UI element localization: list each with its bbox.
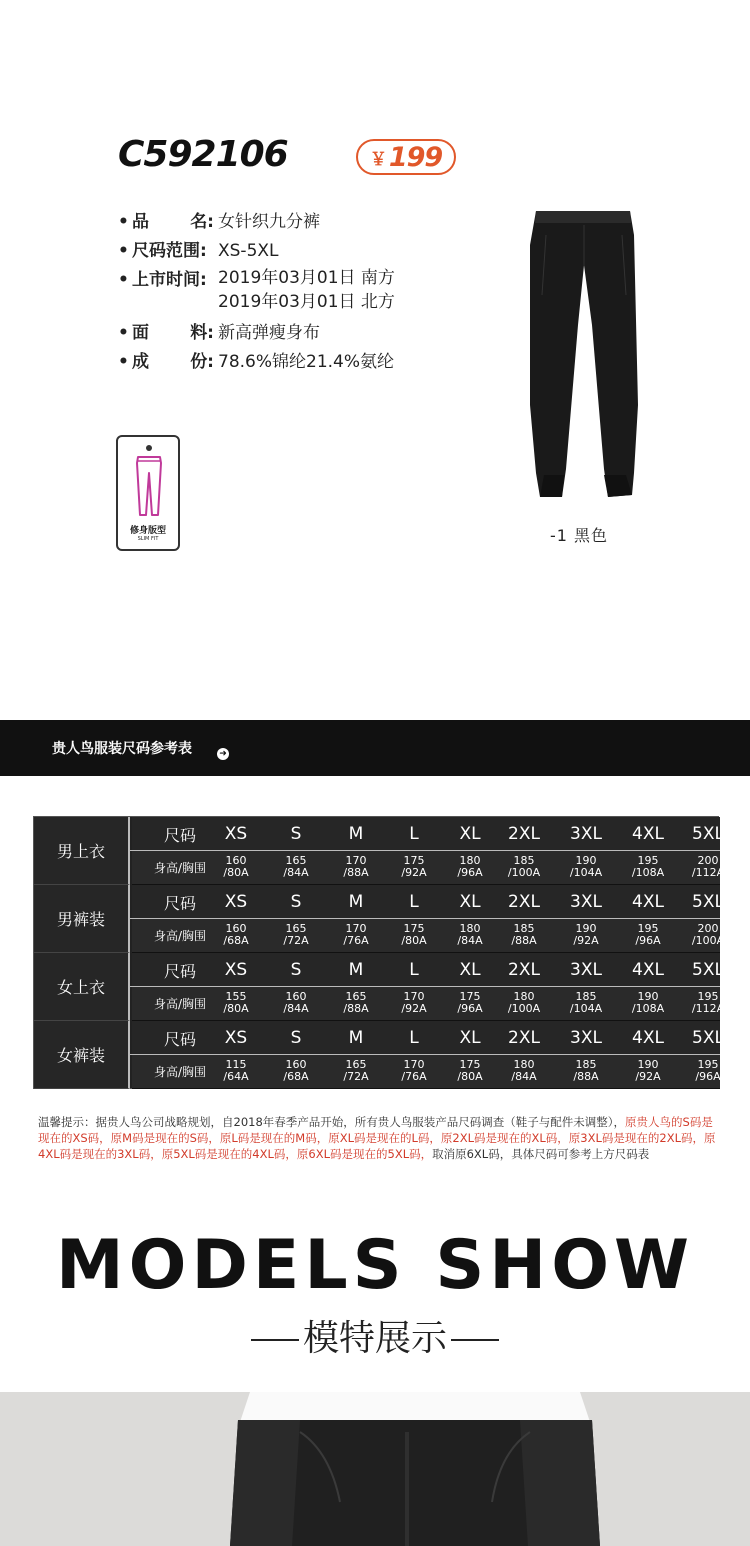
height-value: 195 [637,922,659,935]
height-value: 115 [225,1058,247,1071]
size-cell: S [290,892,302,912]
arrow-right-icon: ➜ [217,748,229,760]
measure-cell [440,855,500,879]
chest-value: /72A [283,934,309,947]
measure-cell [326,991,386,1015]
chest-value: /64A [223,1070,249,1083]
size-cell: 3XL [570,824,602,844]
spec-value-size-range: XS-5XL [218,241,279,261]
measure-row-label: 身高/胸围 [153,861,207,875]
size-cell: 5XL [692,892,724,912]
size-cell: XS [224,960,248,980]
size-cell: 2XL [508,1028,540,1048]
measure-cell [326,1059,386,1083]
chest-value: /80A [223,1002,249,1015]
spec-value-fabric: 新高弹瘦身布 [218,323,320,343]
chest-value: /100A [691,934,725,947]
chest-value: /92A [401,1002,427,1015]
chest-value: /84A [283,1002,309,1015]
measure-row-label: 身高/胸围 [153,997,207,1011]
measure-cell [326,855,386,879]
chest-value: /72A [343,1070,369,1083]
size-group-name: 男上衣 [34,817,130,885]
spec-label-fabric: 面 料: [132,323,214,343]
chest-value: /84A [283,866,309,879]
size-cell: S [290,1028,302,1048]
size-cell: M [348,960,364,980]
measure-row-label: 身高/胸围 [153,1065,207,1079]
height-value: 170 [345,854,367,867]
size-cell: S [290,960,302,980]
size-cell: L [409,960,419,980]
chest-value: /96A [457,866,483,879]
measure-cell [494,991,554,1015]
measure-cell [440,923,500,947]
height-value: 165 [345,1058,367,1071]
size-cell: 3XL [570,960,602,980]
measure-cell [494,1059,554,1083]
chest-value: /68A [283,1070,309,1083]
spec-row-release-date: • 上市时间: 2019年03月01日 南方 2019年03月01日 北方 [118,268,395,312]
measure-cell [266,855,326,879]
leggings-icon [132,455,166,519]
size-cell: M [348,824,364,844]
measure-cell [678,1059,738,1083]
height-value: 190 [637,1058,659,1071]
measure-row [132,987,725,1021]
chest-value: /96A [635,934,661,947]
chest-value: /108A [631,1002,665,1015]
dash-right [451,1339,499,1341]
size-cell: XS [224,824,248,844]
height-value: 165 [285,854,307,867]
size-group-name: 女上衣 [34,953,130,1021]
fit-label-cn: 修身版型 [129,526,166,536]
height-value: 160 [225,854,247,867]
currency-symbol: ￥ [369,149,387,170]
chest-value: /88A [343,1002,369,1015]
chest-value: /100A [507,1002,541,1015]
notice-red-text: 原贵人鸟的S码是现在的XS码，原M码是现在的S码，原L码是现在的M码，原XL码是现在的L码，原2XL码是现在的XL码，原3XL码是现在的2XL码，原4XL码是现在的3XL码，原5XL码是现在的4XL码，原6XL码是现在的5XL码， [38,1115,716,1161]
size-cell: XL [459,960,481,980]
measure-cell [440,991,500,1015]
measure-cell [618,855,678,879]
height-value: 180 [513,1058,535,1071]
size-cell: 5XL [692,960,724,980]
chest-value: /84A [511,1070,537,1083]
price-value: 199 [388,141,443,173]
measure-row [132,1055,720,1089]
chest-value: /112A [691,866,725,879]
measure-cell [266,1059,326,1083]
height-value: 200 [697,922,719,935]
measure-cell [266,923,326,947]
models-show-subtitle: 模特展示 [0,1310,750,1361]
size-cell: S [290,824,302,844]
size-cell: 5XL [692,1028,724,1048]
size-notice [38,1114,718,1162]
size-row-label: 尺码 [163,961,196,981]
height-value: 175 [459,990,481,1003]
measure-cell [384,991,444,1015]
chest-value: /84A [457,934,483,947]
measure-row [132,919,725,953]
product-info-section [0,0,750,720]
height-value: 155 [225,990,247,1003]
row-divider [130,1054,720,1055]
height-value: 175 [459,1058,481,1071]
chest-value: /88A [511,934,537,947]
height-value: 190 [575,922,597,935]
height-value: 170 [403,990,425,1003]
spec-row-fabric: • 面 料: 新高弹瘦身布 [118,319,395,348]
chest-value: /80A [457,1070,483,1083]
chest-value: /96A [457,1002,483,1015]
measure-cell [678,923,738,947]
height-value: 200 [697,854,719,867]
size-cell: XS [224,1028,248,1048]
height-value: 195 [697,1058,719,1071]
size-cell: M [348,892,364,912]
size-cell: XS [224,892,248,912]
spec-row-name: • 品 名: 女针织九分裤 [118,208,395,237]
measure-cell [556,1059,616,1083]
size-cell: 3XL [570,892,602,912]
measure-cell [678,991,738,1015]
spec-value-composition: 78.6%锦纶21.4%氨纶 [218,352,395,372]
price-badge [356,139,456,175]
measure-cell [556,855,616,879]
chest-value: /88A [343,866,369,879]
height-value: 180 [513,990,535,1003]
dash-left [251,1339,299,1341]
spec-row-composition: • 成 份: 78.6%锦纶21.4%氨纶 [118,348,395,377]
product-code: C592106 [118,134,288,175]
size-table [33,816,725,1089]
size-cell: 5XL [692,824,724,844]
measure-cell [384,923,444,947]
height-value: 160 [225,922,247,935]
row-divider [130,850,720,851]
size-group-name: 男裤装 [34,885,130,953]
chest-value: /68A [223,934,249,947]
spec-label-size-range: 尺码范围: [132,241,207,261]
measure-cell [384,855,444,879]
height-value: 175 [403,922,425,935]
chest-value: /80A [223,866,249,879]
size-row-label: 尺码 [163,825,196,845]
row-divider [130,986,720,987]
chest-value: /104A [569,866,603,879]
height-value: 185 [513,922,535,935]
measure-row-label: 身高/胸围 [153,929,207,943]
size-cell: XL [459,824,481,844]
size-group [34,1021,724,1089]
chest-value: /96A [695,1070,721,1083]
size-row [132,1021,724,1055]
size-cell: 4XL [632,960,664,980]
slim-fit-tag [116,435,180,551]
size-group [34,817,725,885]
height-value: 190 [637,990,659,1003]
measure-cell [326,923,386,947]
size-group-name: 女裤装 [34,1021,130,1089]
spec-label-composition: 成 份: [132,352,214,372]
height-value: 165 [285,922,307,935]
size-row [132,817,724,851]
models-show-title: MODELS SHOW [55,1226,695,1305]
measure-cell [494,923,554,947]
measure-cell [618,991,678,1015]
height-value: 185 [575,1058,597,1071]
chest-value: /100A [507,866,541,879]
height-value: 180 [459,854,481,867]
height-value: 160 [285,990,307,1003]
size-group [34,885,725,953]
chest-value: /92A [401,866,427,879]
size-cell: 4XL [632,892,664,912]
size-cell: L [409,824,419,844]
size-row-label: 尺码 [163,1029,196,1049]
size-row [132,885,724,919]
chest-value: /108A [631,866,665,879]
fit-label-en: SLIM FIT [137,536,159,542]
measure-cell [440,1059,500,1083]
size-cell: 2XL [508,960,540,980]
measure-cell [206,1059,266,1083]
size-group [34,953,725,1021]
measure-cell [384,1059,444,1083]
chest-value: /92A [635,1070,661,1083]
spec-label-release-date: 上市时间: [132,270,207,290]
measure-cell [494,855,554,879]
spec-label-name: 品 名: [132,212,214,232]
spec-list [118,208,395,377]
chest-value: /104A [569,1002,603,1015]
chest-value: /112A [691,1002,725,1015]
product-pants-image [522,205,642,501]
height-value: 170 [403,1058,425,1071]
size-chart-header [0,720,750,776]
spec-row-size-range: • 尺码范围: XS-5XL [118,237,395,266]
measure-cell [618,1059,678,1083]
measure-cell [556,923,616,947]
model-photo-image [0,1392,750,1546]
height-value: 185 [513,854,535,867]
measure-cell [556,991,616,1015]
measure-cell [206,923,266,947]
measure-cell [678,855,738,879]
row-divider [130,918,720,919]
chest-value: /92A [573,934,599,947]
tag-hole [146,445,152,451]
size-row-label: 尺码 [163,893,196,913]
height-value: 175 [403,854,425,867]
height-value: 165 [345,990,367,1003]
measure-cell [206,855,266,879]
spec-value-release-date: 2019年03月01日 南方 2019年03月01日 北方 [218,268,395,312]
size-cell: 3XL [570,1028,602,1048]
size-cell: 2XL [508,824,540,844]
size-row [132,953,724,987]
size-cell: L [409,892,419,912]
height-value: 180 [459,922,481,935]
height-value: 170 [345,922,367,935]
height-value: 195 [637,854,659,867]
measure-cell [266,991,326,1015]
size-cell: 4XL [632,1028,664,1048]
spec-value-name: 女针织九分裤 [218,212,320,232]
height-value: 195 [697,990,719,1003]
measure-cell [206,991,266,1015]
color-label: -1 黑色 [550,526,609,545]
size-chart-title: 贵人鸟服装尺码参考表 [52,741,192,757]
notice-text: 温馨提示：据贵人鸟公司战略规划，自2018年春季产品开始，所有贵人鸟服装产品尺码调查（鞋子与配件未调整）， [38,1115,626,1129]
height-value: 190 [575,854,597,867]
chest-value: /88A [573,1070,599,1083]
chest-value: /80A [401,934,427,947]
chest-value: /76A [343,934,369,947]
notice-end-text: 取消原6XL码，具体尺码可参考上方尺码表 [432,1147,650,1161]
size-cell: M [348,1028,364,1048]
chest-value: /76A [401,1070,427,1083]
size-cell: 2XL [508,892,540,912]
size-cell: XL [459,892,481,912]
size-cell: XL [459,1028,481,1048]
model-photo [0,1392,750,1546]
measure-cell [618,923,678,947]
height-value: 185 [575,990,597,1003]
size-cell: L [409,1028,419,1048]
height-value: 160 [285,1058,307,1071]
measure-row [132,851,725,885]
size-cell: 4XL [632,824,664,844]
